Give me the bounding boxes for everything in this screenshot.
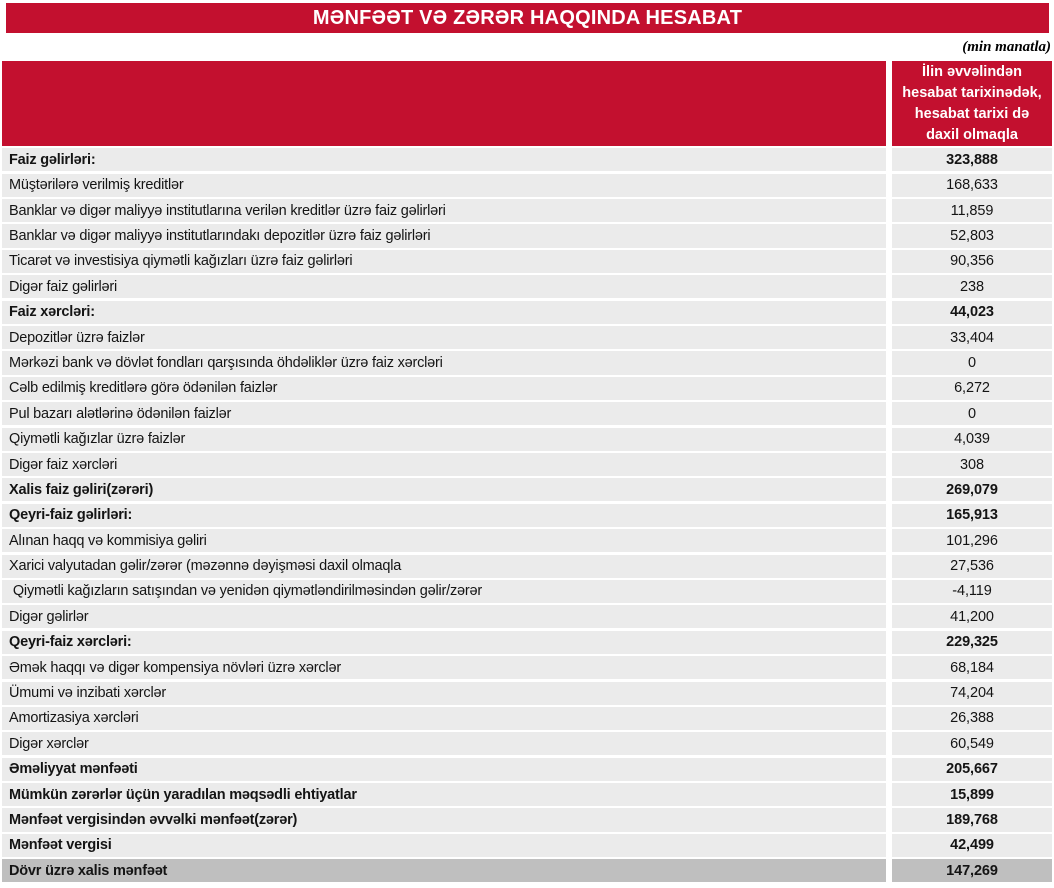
row-value: 74,204: [892, 682, 1052, 705]
report-title: MƏNFƏƏT VƏ ZƏRƏR HAQQINDA HESABAT: [312, 6, 743, 29]
table-row: [2, 605, 1052, 628]
table-row: [2, 148, 1052, 171]
row-label: Banklar və digər maliyyə institutlarına verilən kreditlər üzrə faiz gəlirləri: [2, 199, 886, 222]
row-label: Pul bazarı alətlərinə ödənilən faizlər: [2, 402, 886, 425]
row-label: Qeyri-faiz gəlirləri:: [2, 504, 886, 527]
row-label: Cəlb edilmiş kreditlərə görə ödənilən faizlər: [2, 377, 886, 400]
row-value: 26,388: [892, 707, 1052, 730]
row-value: 0: [892, 402, 1052, 425]
row-label: Xarici valyutadan gəlir/zərər (məzənnə dəyişməsi daxil olmaqla: [2, 555, 886, 578]
row-value: 33,404: [892, 326, 1052, 349]
row-value: 238: [892, 275, 1052, 298]
row-value: 205,667: [892, 758, 1052, 781]
row-value: 4,039: [892, 428, 1052, 451]
row-label: Qeyri-faiz xərcləri:: [2, 631, 886, 654]
row-label: Qiymətli kağızların satışından və yenidən qiymətləndirilməsindən gəlir/zərər: [2, 580, 886, 603]
table-row: [2, 174, 1052, 197]
table-header-row: [2, 61, 1052, 146]
row-value: 308: [892, 453, 1052, 476]
row-label: Digər gəlirlər: [2, 605, 886, 628]
row-value: 165,913: [892, 504, 1052, 527]
header-period-cell: İlin əvvəlindən hesabat tarixinədək, hesabat tarixi də daxil olmaqla: [892, 61, 1052, 146]
row-value: 6,272: [892, 377, 1052, 400]
row-label: Əmək haqqı və digər kompensiya növləri üzrə xərclər: [2, 656, 886, 679]
table-row: [2, 504, 1052, 527]
table-row: [2, 656, 1052, 679]
row-value: 189,768: [892, 808, 1052, 831]
table-row: [2, 478, 1052, 501]
table-row: [2, 834, 1052, 857]
row-value: 229,325: [892, 631, 1052, 654]
table-row: [2, 402, 1052, 425]
row-label: Qiymətli kağızlar üzrə faizlər: [2, 428, 886, 451]
row-label: Xalis faiz gəliri(zərəri): [2, 478, 886, 501]
table-row: [2, 631, 1052, 654]
table-row: [2, 326, 1052, 349]
row-label: Digər xərclər: [2, 732, 886, 755]
row-label: Dövr üzrə xalis mənfəət: [2, 859, 886, 882]
table-row: [2, 783, 1052, 806]
row-label: Banklar və digər maliyyə institutlarındakı depozitlər üzrə faiz gəlirləri: [2, 224, 886, 247]
row-label: Amortizasiya xərcləri: [2, 707, 886, 730]
header-empty-cell: [2, 61, 886, 146]
row-label: Mümkün zərərlər üçün yaradılan məqsədli ehtiyatlar: [2, 783, 886, 806]
row-value: 27,536: [892, 555, 1052, 578]
row-label: Faiz xərcləri:: [2, 301, 886, 324]
row-label: Mənfəət vergisindən əvvəlki mənfəət(zərər): [2, 808, 886, 831]
row-value: 323,888: [892, 148, 1052, 171]
table-row: [2, 377, 1052, 400]
row-value: 60,549: [892, 732, 1052, 755]
table-row: [2, 580, 1052, 603]
table-row: [2, 707, 1052, 730]
table-row: [2, 199, 1052, 222]
row-label: Faiz gəlirləri:: [2, 148, 886, 171]
row-value: 52,803: [892, 224, 1052, 247]
table-row: [2, 555, 1052, 578]
row-value: 11,859: [892, 199, 1052, 222]
table-row: [2, 250, 1052, 273]
report-title-bar: [6, 3, 1049, 33]
table-row: [2, 275, 1052, 298]
row-value: 0: [892, 351, 1052, 374]
row-value: 101,296: [892, 529, 1052, 552]
row-label: Müştərilərə verilmiş kreditlər: [2, 174, 886, 197]
row-label: Alınan haqq və kommisiya gəliri: [2, 529, 886, 552]
table-row: [2, 529, 1052, 552]
table-row: [2, 808, 1052, 831]
row-value: -4,119: [892, 580, 1052, 603]
row-value: 68,184: [892, 656, 1052, 679]
row-label: Ümumi və inzibati xərclər: [2, 682, 886, 705]
table-row: [2, 859, 1052, 882]
row-label: Ticarət və investisiya qiymətli kağızları üzrə faiz gəlirləri: [2, 250, 886, 273]
table-row: [2, 428, 1052, 451]
row-value: 41,200: [892, 605, 1052, 628]
table-row: [2, 758, 1052, 781]
row-label: Mənfəət vergisi: [2, 834, 886, 857]
table-row: [2, 224, 1052, 247]
row-label: Digər faiz xərcləri: [2, 453, 886, 476]
row-value: 168,633: [892, 174, 1052, 197]
row-value: 90,356: [892, 250, 1052, 273]
row-value: 44,023: [892, 301, 1052, 324]
row-label: Depozitlər üzrə faizlər: [2, 326, 886, 349]
row-label: Digər faiz gəlirləri: [2, 275, 886, 298]
row-value: 269,079: [892, 478, 1052, 501]
table-row: [2, 453, 1052, 476]
table-body: [2, 148, 1052, 882]
pnl-table: [2, 61, 1052, 882]
row-label: Mərkəzi bank və dövlət fondları qarşısında öhdəliklər üzrə faiz xərcləri: [2, 351, 886, 374]
table-row: [2, 682, 1052, 705]
table-row: [2, 732, 1052, 755]
unit-note: (min manatla): [962, 38, 1051, 55]
row-value: 147,269: [892, 859, 1052, 882]
report-page: [0, 3, 1054, 888]
row-value: 15,899: [892, 783, 1052, 806]
table-row: [2, 301, 1052, 324]
table-row: [2, 351, 1052, 374]
row-value: 42,499: [892, 834, 1052, 857]
row-label: Əməliyyat mənfəəti: [2, 758, 886, 781]
